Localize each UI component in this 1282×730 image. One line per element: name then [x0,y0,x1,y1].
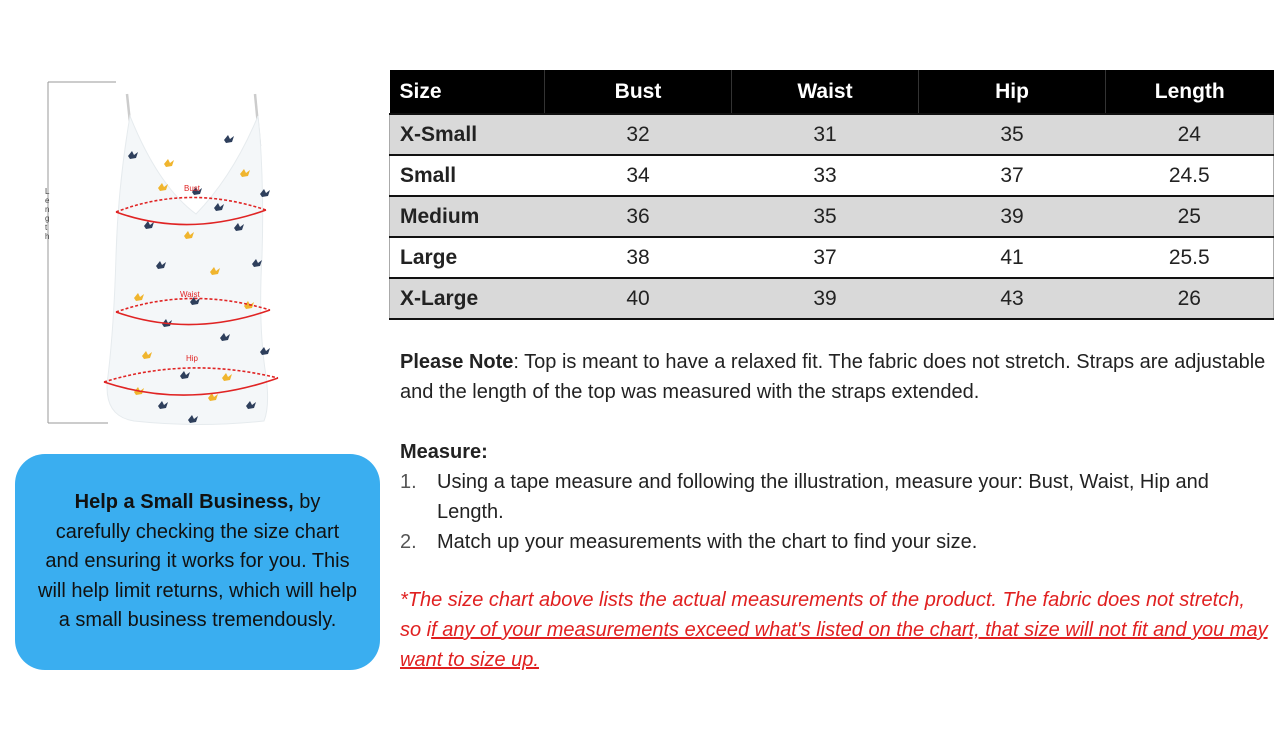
bust-label: Bust [184,184,201,193]
note-text: : Top is meant to have a relaxed fit. The fabric does not stretch. Straps are adjustable and the length of the top was measured with the straps extended. [400,351,1266,403]
hip-cell: 37 [919,155,1106,196]
size-chart-table [389,70,1274,320]
help-small-business-callout [15,454,380,670]
help-bold-text: Help a Small Business, [74,491,294,514]
length-bracket [48,82,116,423]
step-number: 1. [400,471,417,493]
camisole-shape [107,116,268,425]
header-length: Length [1106,70,1274,114]
length-cell: 25 [1106,196,1274,237]
table-row [390,278,1274,319]
length-label: L e n g t h [45,187,50,241]
waist-cell: 39 [732,278,919,319]
length-cell: 25.5 [1106,237,1274,278]
list-item [400,467,1270,527]
header-size: Size [390,70,545,114]
fit-note [400,347,1270,407]
help-text: by carefully checking the size chart and ensuring it works for you. This will help limit returns, which will help a small business tremendously. [38,491,357,632]
size-cell: Medium [390,196,545,237]
waist-cell: 31 [732,114,919,155]
length-cell: 24.5 [1106,155,1274,196]
table-row [390,237,1274,278]
table-header-row [390,70,1274,114]
bust-cell: 36 [545,196,732,237]
measure-heading: Measure: [400,441,488,463]
hip-cell: 39 [919,196,1106,237]
length-cell: 26 [1106,278,1274,319]
note-label: Please Note [400,351,514,373]
disclaimer-text: *The size chart above lists the actual measurements of the product. The fabric does not stretch, so i [400,589,1245,641]
hip-cell: 43 [919,278,1106,319]
header-hip: Hip [919,70,1106,114]
waist-cell: 33 [732,155,919,196]
help-text-block [37,488,358,636]
step-number: 2. [400,531,417,553]
table-row [390,155,1274,196]
table-row [390,196,1274,237]
garment-illustration [38,76,298,436]
hip-cell: 41 [919,237,1106,278]
measure-instructions [400,437,1270,557]
bust-cell: 34 [545,155,732,196]
bust-cell: 40 [545,278,732,319]
waist-cell: 35 [732,196,919,237]
size-cell: X-Small [390,114,545,155]
waist-label: Waist [180,290,200,299]
print-motif [224,135,234,143]
step-text: Using a tape measure and following the illustration, measure your: Bust, Waist, Hip and Length. [437,471,1209,523]
length-cell: 24 [1106,114,1274,155]
header-waist: Waist [732,70,919,114]
size-disclaimer [400,585,1270,675]
hip-cell: 35 [919,114,1106,155]
header-bust: Bust [545,70,732,114]
step-text: Match up your measurements with the chart to find your size. [437,531,978,553]
size-cell: Small [390,155,545,196]
measure-steps [400,467,1270,557]
bust-cell: 32 [545,114,732,155]
size-cell: X-Large [390,278,545,319]
size-cell: Large [390,237,545,278]
hip-label: Hip [186,354,199,363]
bust-cell: 38 [545,237,732,278]
table-row [390,114,1274,155]
waist-cell: 37 [732,237,919,278]
disclaimer-underlined-text: f any of your measurements exceed what's listed on the chart, that size will not fit and you may want to size up. [400,619,1268,671]
list-item [400,527,1270,557]
print-motif [164,159,174,167]
